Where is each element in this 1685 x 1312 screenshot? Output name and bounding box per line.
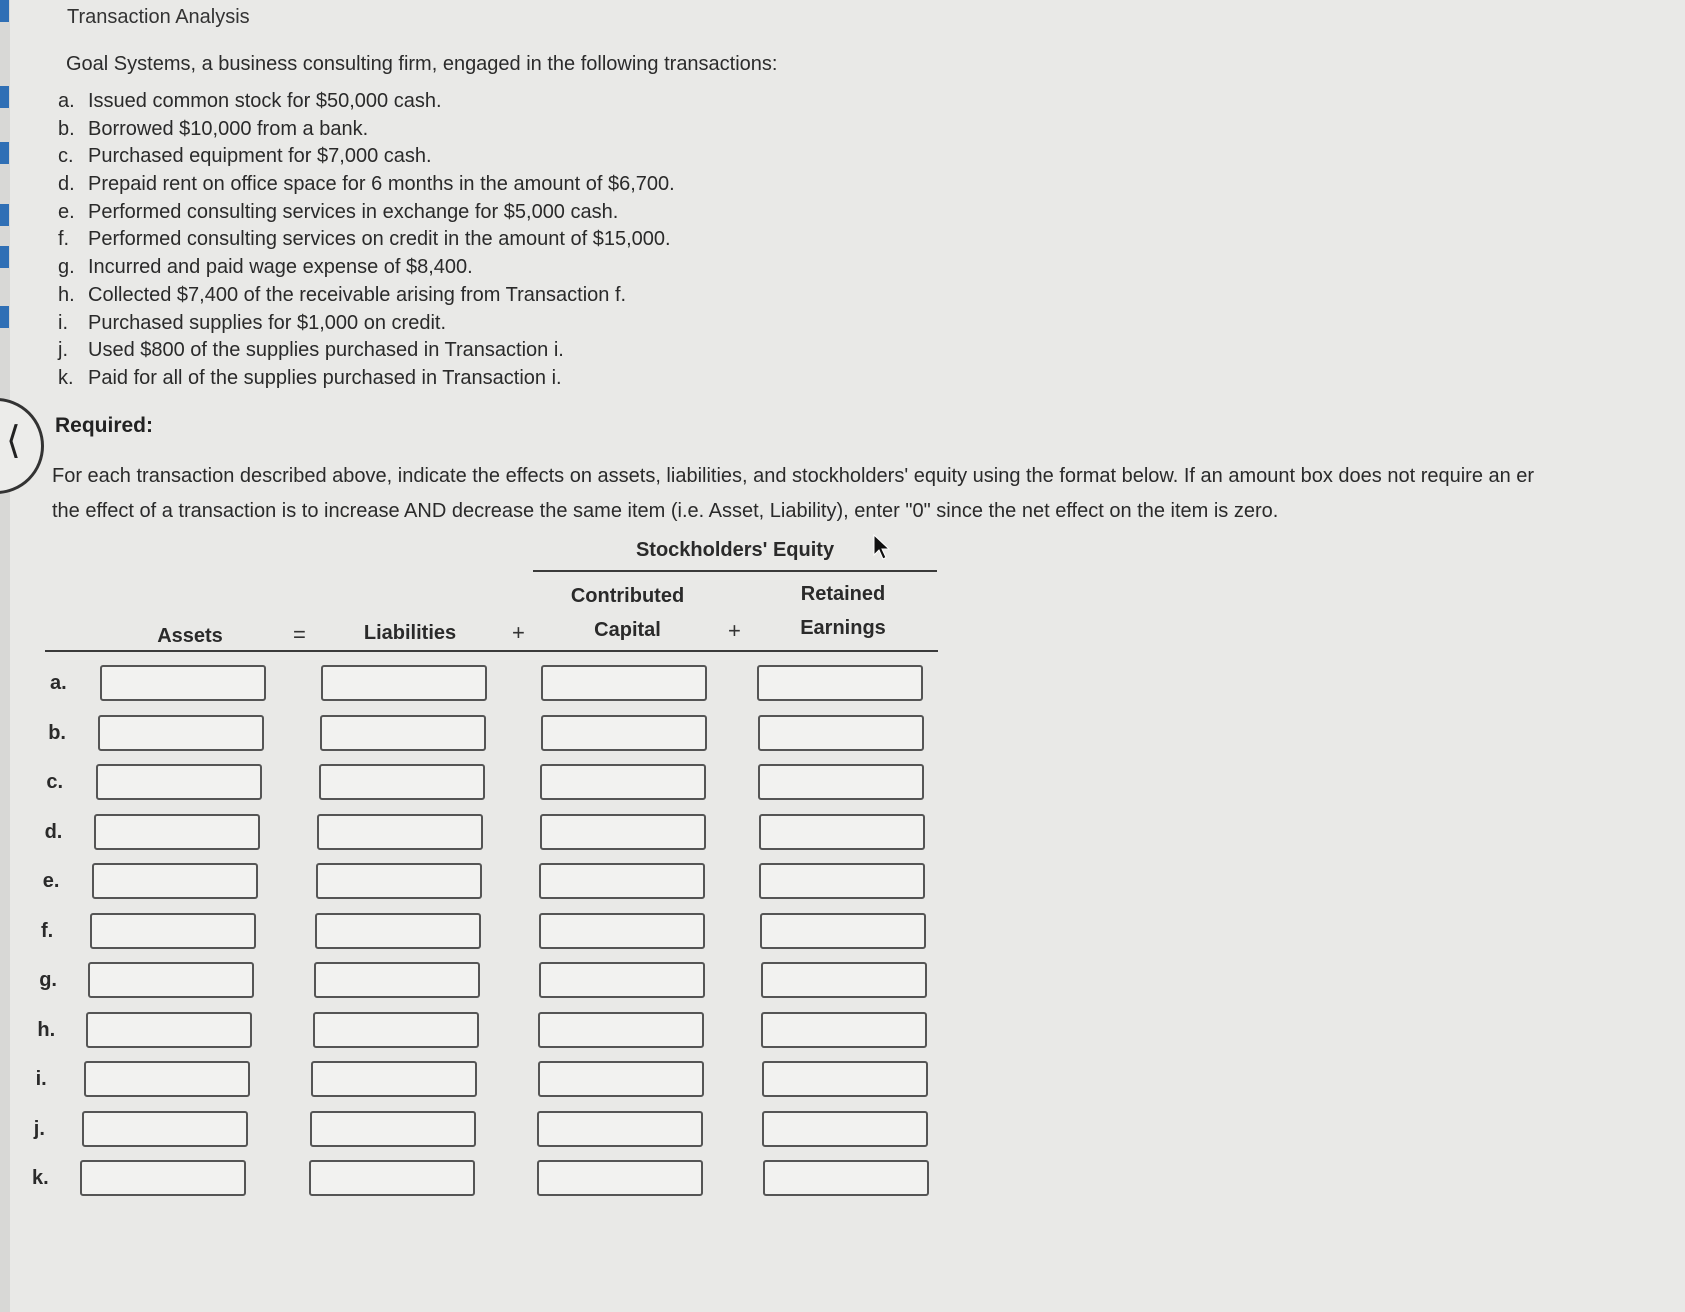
row-label: c. [46, 771, 64, 793]
liabilities-header: Liabilities [363, 622, 457, 644]
contributed-capital-input[interactable] [537, 1111, 703, 1147]
list-item: h. Collected $7,400 of the receivable arising from Transaction f. [58, 283, 627, 306]
row-label: b. [48, 721, 66, 744]
retained-earnings-input[interactable] [761, 1012, 927, 1048]
list-item: e. Performed consulting services in exchange for $5,000 cash. [58, 200, 619, 223]
contributed-capital-input[interactable] [539, 913, 705, 949]
contributed-capital-input[interactable] [537, 1160, 703, 1196]
list-item: c. Purchased equipment for $7,000 cash. [58, 145, 432, 168]
edge-marker [0, 0, 9, 22]
list-item: j. Used $800 of the supplies purchased in Transaction i. [58, 339, 564, 362]
list-item: i. Purchased supplies for $1,000 on credit. [58, 311, 446, 334]
instructions-line-1: For each transaction described above, indicate the effects on assets, liabilities, and stockholders' equity using the format below. If an amount box does not require an er [52, 465, 1535, 487]
liabilities-input[interactable] [321, 665, 487, 701]
retained-earnings-input[interactable] [761, 962, 927, 998]
liabilities-input[interactable] [309, 1160, 475, 1196]
retained-earnings-header-line1: Retained [800, 583, 886, 605]
row-label: j. [33, 1117, 45, 1140]
liabilities-input[interactable] [311, 1061, 477, 1097]
contributed-capital-input[interactable] [540, 764, 706, 800]
assets-input[interactable] [98, 715, 264, 751]
assets-input[interactable] [86, 1012, 252, 1048]
instructions-line-2: the effect of a transaction is to increase AND decrease the same item (i.e. Asset, Liability), enter "0" since the net effect on the item is zero. [52, 500, 1279, 522]
page-title: Transaction Analysis [67, 6, 250, 28]
contributed-capital-input[interactable] [538, 1012, 704, 1048]
liabilities-input[interactable] [315, 913, 481, 949]
stockholders-equity-header: Stockholders' Equity [635, 539, 835, 561]
list-item: f. Performed consulting services on credit in the amount of $15,000. [58, 228, 671, 251]
retained-earnings-input[interactable] [758, 715, 924, 751]
contributed-capital-input[interactable] [540, 814, 706, 850]
assets-input[interactable] [88, 962, 254, 998]
plus-sign: + [512, 620, 525, 645]
assets-input[interactable] [94, 814, 260, 850]
assets-input[interactable] [92, 863, 258, 899]
liabilities-input[interactable] [316, 863, 482, 899]
equals-sign: = [293, 622, 306, 647]
contributed-capital-header-line1: Contributed [570, 585, 685, 607]
retained-earnings-input[interactable] [762, 1111, 928, 1147]
required-heading: Required: [55, 414, 154, 437]
retained-earnings-input[interactable] [759, 814, 925, 850]
contributed-capital-input[interactable] [538, 1061, 704, 1097]
edge-marker [0, 204, 9, 226]
assets-input[interactable] [84, 1061, 250, 1097]
assets-input[interactable] [96, 764, 262, 800]
list-item: b. Borrowed $10,000 from a bank. [58, 117, 369, 140]
list-item: k. Paid for all of the supplies purchased in Transaction i. [58, 366, 562, 389]
row-label: a. [50, 672, 67, 694]
list-item: d. Prepaid rent on office space for 6 months in the amount of $6,700. [58, 173, 675, 196]
retained-earnings-input[interactable] [759, 863, 925, 899]
edge-marker [0, 306, 9, 328]
assets-header: Assets [157, 625, 223, 647]
list-item: a. Issued common stock for $50,000 cash. [58, 90, 442, 112]
retained-earnings-input[interactable] [760, 913, 926, 949]
list-item: g. Incurred and paid wage expense of $8,400. [58, 256, 473, 279]
liabilities-input[interactable] [313, 1012, 479, 1048]
table-header-rule [45, 650, 938, 652]
assets-input[interactable] [90, 913, 256, 949]
liabilities-input[interactable] [317, 814, 483, 850]
edge-marker [0, 142, 9, 164]
plus-sign: + [728, 618, 741, 643]
contributed-capital-input[interactable] [541, 665, 707, 701]
assets-input[interactable] [100, 665, 266, 701]
row-label: f. [41, 919, 54, 942]
mouse-cursor-icon [872, 534, 892, 560]
liabilities-input[interactable] [319, 764, 485, 800]
row-label: d. [44, 820, 63, 843]
contributed-capital-input[interactable] [541, 715, 707, 751]
edge-marker [0, 86, 9, 108]
retained-earnings-input[interactable] [757, 665, 923, 701]
row-label: i. [35, 1068, 47, 1090]
assets-input[interactable] [80, 1160, 246, 1196]
row-label: h. [37, 1018, 56, 1041]
row-label: k. [32, 1167, 49, 1189]
instructions [52, 459, 1685, 529]
edge-marker [0, 246, 9, 268]
retained-earnings-input[interactable] [762, 1061, 928, 1097]
contributed-capital-input[interactable] [539, 962, 705, 998]
retained-earnings-input[interactable] [763, 1160, 929, 1196]
problem-intro: Goal Systems, a business consulting firm, engaged in the following transactions: [66, 53, 778, 75]
transaction-list [58, 88, 675, 393]
back-chevron-icon[interactable]: ⟨ [6, 420, 21, 462]
liabilities-input[interactable] [314, 962, 480, 998]
retained-earnings-input[interactable] [758, 764, 924, 800]
row-label: e. [42, 870, 60, 892]
liabilities-input[interactable] [320, 715, 486, 751]
assets-input[interactable] [82, 1111, 248, 1147]
left-edge-bar [0, 0, 10, 1312]
row-label: g. [39, 969, 57, 991]
equity-header-rule [533, 570, 937, 572]
retained-earnings-header-line2: Earnings [800, 617, 886, 639]
contributed-capital-input[interactable] [539, 863, 705, 899]
liabilities-input[interactable] [310, 1111, 476, 1147]
contributed-capital-header-line2: Capital [594, 619, 661, 641]
